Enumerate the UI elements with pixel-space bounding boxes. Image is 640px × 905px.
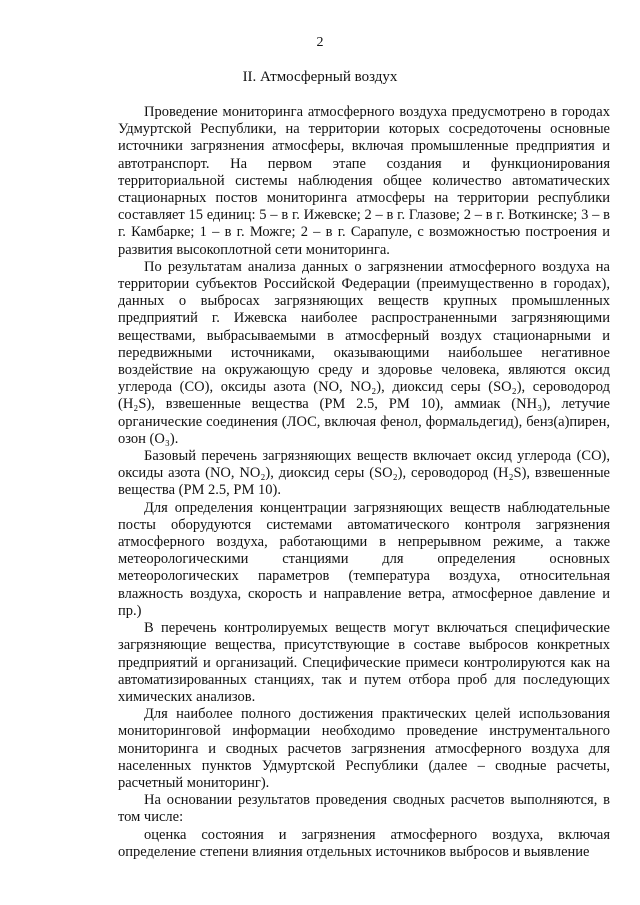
paragraph-pollutants-analysis: По результатам анализа данных о загрязнении атмосферного воздуха на территории субъектов Российской Федерации (преимущественно в городах), данных о выбросах загрязняющих веществ крупных промышленных предприятий г. Ижевска наиболее распространенными загрязняющими веществами, выбрасываемыми в атмосферный воздух стационарными и передвижными источниками, оказывающими наибольшее негативное воздействие на окружающую среду и здоровье человека, являются оксид углерода (CO), оксиды азота (NO, NO₂), диоксид серы (SO₂), сероводород (H₂S), взвешенные вещества (PM 2.5, PM 10), аммиак (NH₃), летучие органические соединения (ЛОС, включая фенол, формальдегид), бенз(а)пирен, озон (O₃). <box>118 258 610 447</box>
paragraph-observation-posts: Для определения концентрации загрязняющих веществ наблюдательные посты оборудуются системами автоматического контроля загрязнения атмосферного воздуха, работающими в непрерывном режиме, а также метеорологическими станциями для определения основных метеорологических параметров (температура воздуха, относительная влажность воздуха, скорость и направление ветра, атмосферное давление и пр.) <box>118 499 610 619</box>
paragraph-monitoring-cities: Проведение мониторинга атмосферного воздуха предусмотрено в городах Удмуртской Республики, на территории которых сосредоточены основные источники загрязнения атмосферы, включая промышленные предприятия и автотранспорт. На первом этапе создания и функционирования территориальной системы наблюдения общее количество автоматических стационарных постов мониторинга атмосферы на территории республики составляет 15 единиц: 5 – в г. Ижевске; 2 – в г. Глазове; 2 – в г. Воткинске; 3 – в г. Камбарке; 1 – в г. Можге; 2 – в г. Сарапуле, с возможностью построения и развития высокоплотной сети мониторинга. <box>118 104 610 258</box>
paragraph-results-intro: На основании результатов проведения сводных расчетов выполняются, в том числе: <box>118 792 610 826</box>
section-title: II. Атмосферный воздух <box>242 69 398 85</box>
paragraph-summary-calculations: Для наиболее полного достижения практических целей использования мониторинговой информации необходимо проведение инструментального мониторинга и сводных расчетов загрязнения атмосферного воздуха для населенных пунктов Удмуртской Республики (далее – сводные расчеты, расчетный мониторинг). <box>118 706 610 791</box>
body-text <box>118 104 610 861</box>
page-number: 2 <box>316 35 324 50</box>
paragraph-assessment: оценка состояния и загрязнения атмосферного воздуха, включая определение степени влияния отдельных источников выбросов и выявление <box>118 826 610 860</box>
paragraph-base-list: Базовый перечень загрязняющих веществ включает оксид углерода (CO), оксиды азота (NO, NO₂), диоксид серы (SO₂), сероводород (H₂S), взвешенные вещества (PM 2.5, PM 10). <box>118 448 610 499</box>
paragraph-specific-pollutants: В перечень контролируемых веществ могут включаться специфические загрязняющие вещества, присутствующие в составе выбросов конкретных предприятий и организаций. Специфические примеси контролируются как на автоматизированных станциях, так и путем отбора проб для последующих химических анализов. <box>118 620 610 705</box>
